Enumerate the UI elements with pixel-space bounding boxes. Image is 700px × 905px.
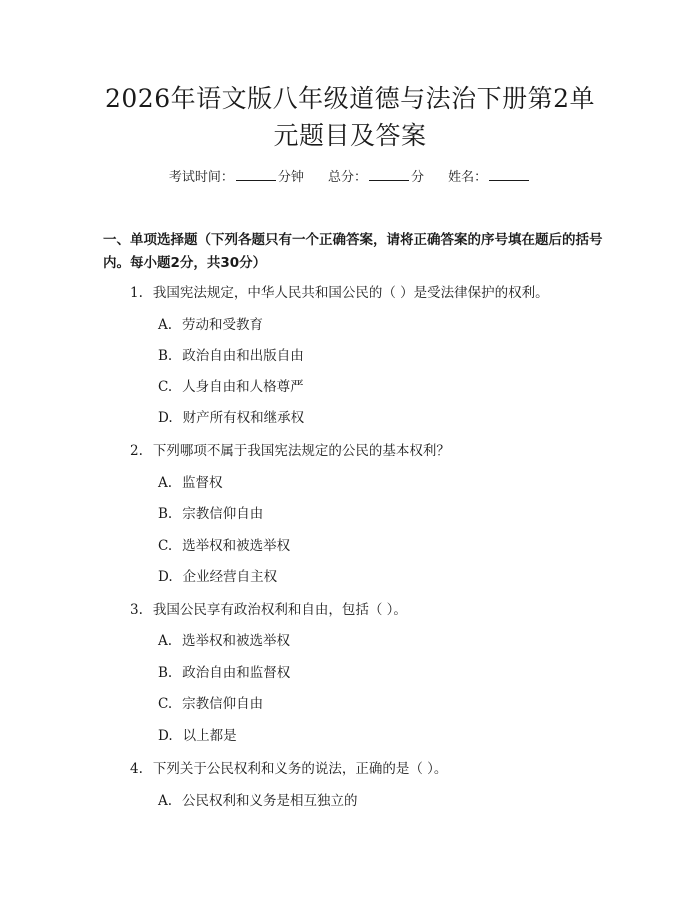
option-letter: B. <box>158 348 173 364</box>
question-3-stem <box>130 600 407 620</box>
exam-time-unit: 分钟 <box>277 170 304 185</box>
question-text: 下列关于公民权利和义务的说法，正确的是（ ）。 <box>152 761 448 777</box>
option-text: 宗教信仰自由 <box>182 696 264 712</box>
question-1-option-d[interactable] <box>158 408 304 428</box>
option-text: 政治自由和监督权 <box>182 665 291 681</box>
question-4-stem <box>130 759 447 779</box>
total-score-unit: 分 <box>411 170 425 185</box>
option-text: 劳动和受教育 <box>182 317 264 333</box>
exam-info <box>0 166 700 188</box>
question-2-option-d[interactable] <box>158 567 277 587</box>
question-2-option-a[interactable] <box>158 473 223 493</box>
question-number: 2. <box>130 443 143 459</box>
option-letter: D. <box>158 728 173 744</box>
total-score-blank[interactable] <box>369 166 409 181</box>
question-number: 3. <box>130 602 143 618</box>
section-heading: 一、单项选择题（下列各题只有一个正确答案，请将正确答案的序号填在题后的括号内。每小题2分，共30分） <box>103 232 603 271</box>
option-text: 宗教信仰自由 <box>182 506 264 522</box>
option-letter: C. <box>158 696 173 712</box>
option-letter: B. <box>158 506 173 522</box>
option-letter: A. <box>158 317 173 333</box>
option-text: 企业经营自主权 <box>182 569 278 585</box>
option-letter: D. <box>158 569 173 585</box>
question-text: 我国宪法规定，中华人民共和国公民的（ ）是受法律保护的权利。 <box>152 285 549 301</box>
option-letter: A. <box>158 793 173 809</box>
option-letter: C. <box>158 538 173 554</box>
option-letter: A. <box>158 475 173 491</box>
option-text: 公民权利和义务是相互独立的 <box>182 793 358 809</box>
option-text: 人身自由和人格尊严 <box>182 379 304 395</box>
student-name-blank[interactable] <box>489 166 529 181</box>
question-text: 我国公民享有政治权利和自由，包括（ ）。 <box>152 602 407 618</box>
question-text: 下列哪项不属于我国宪法规定的公民的基本权利？ <box>152 443 450 459</box>
question-number: 4. <box>130 761 143 777</box>
option-text: 政治自由和出版自由 <box>182 348 304 364</box>
option-text: 选举权和被选举权 <box>182 633 291 649</box>
question-3-option-a[interactable] <box>158 631 290 651</box>
total-score <box>328 166 424 188</box>
option-text: 选举权和被选举权 <box>182 538 291 554</box>
question-3-option-b[interactable] <box>158 663 290 683</box>
question-2-option-b[interactable] <box>158 504 263 524</box>
exam-time <box>169 166 304 188</box>
page-title-line-1: 2026年语文版八年级道德与法治下册第2单 <box>104 84 596 113</box>
question-2-stem <box>130 441 450 461</box>
option-letter: A. <box>158 633 173 649</box>
option-text: 财产所有权和继承权 <box>182 410 305 426</box>
option-text: 监督权 <box>182 475 223 491</box>
question-1-option-a[interactable] <box>158 315 263 335</box>
question-4-option-a[interactable] <box>158 791 358 811</box>
total-score-label: 总分： <box>327 170 367 185</box>
question-2-option-c[interactable] <box>158 536 290 556</box>
question-1-stem <box>130 283 549 303</box>
option-letter: D. <box>158 410 173 426</box>
option-letter: C. <box>158 379 173 395</box>
question-1-option-c[interactable] <box>158 377 304 397</box>
question-3-option-d[interactable] <box>158 726 237 746</box>
option-text: 以上都是 <box>182 728 237 744</box>
page-title-line-2: 元题目及答案 <box>273 121 427 150</box>
exam-time-label: 考试时间： <box>168 170 234 185</box>
question-number: 1. <box>130 285 143 301</box>
question-3-option-c[interactable] <box>158 694 263 714</box>
question-1-option-b[interactable] <box>158 346 304 366</box>
option-letter: B. <box>158 665 173 681</box>
student-name-label: 姓名： <box>448 170 488 185</box>
student-name <box>448 166 531 188</box>
exam-time-blank[interactable] <box>236 166 276 181</box>
